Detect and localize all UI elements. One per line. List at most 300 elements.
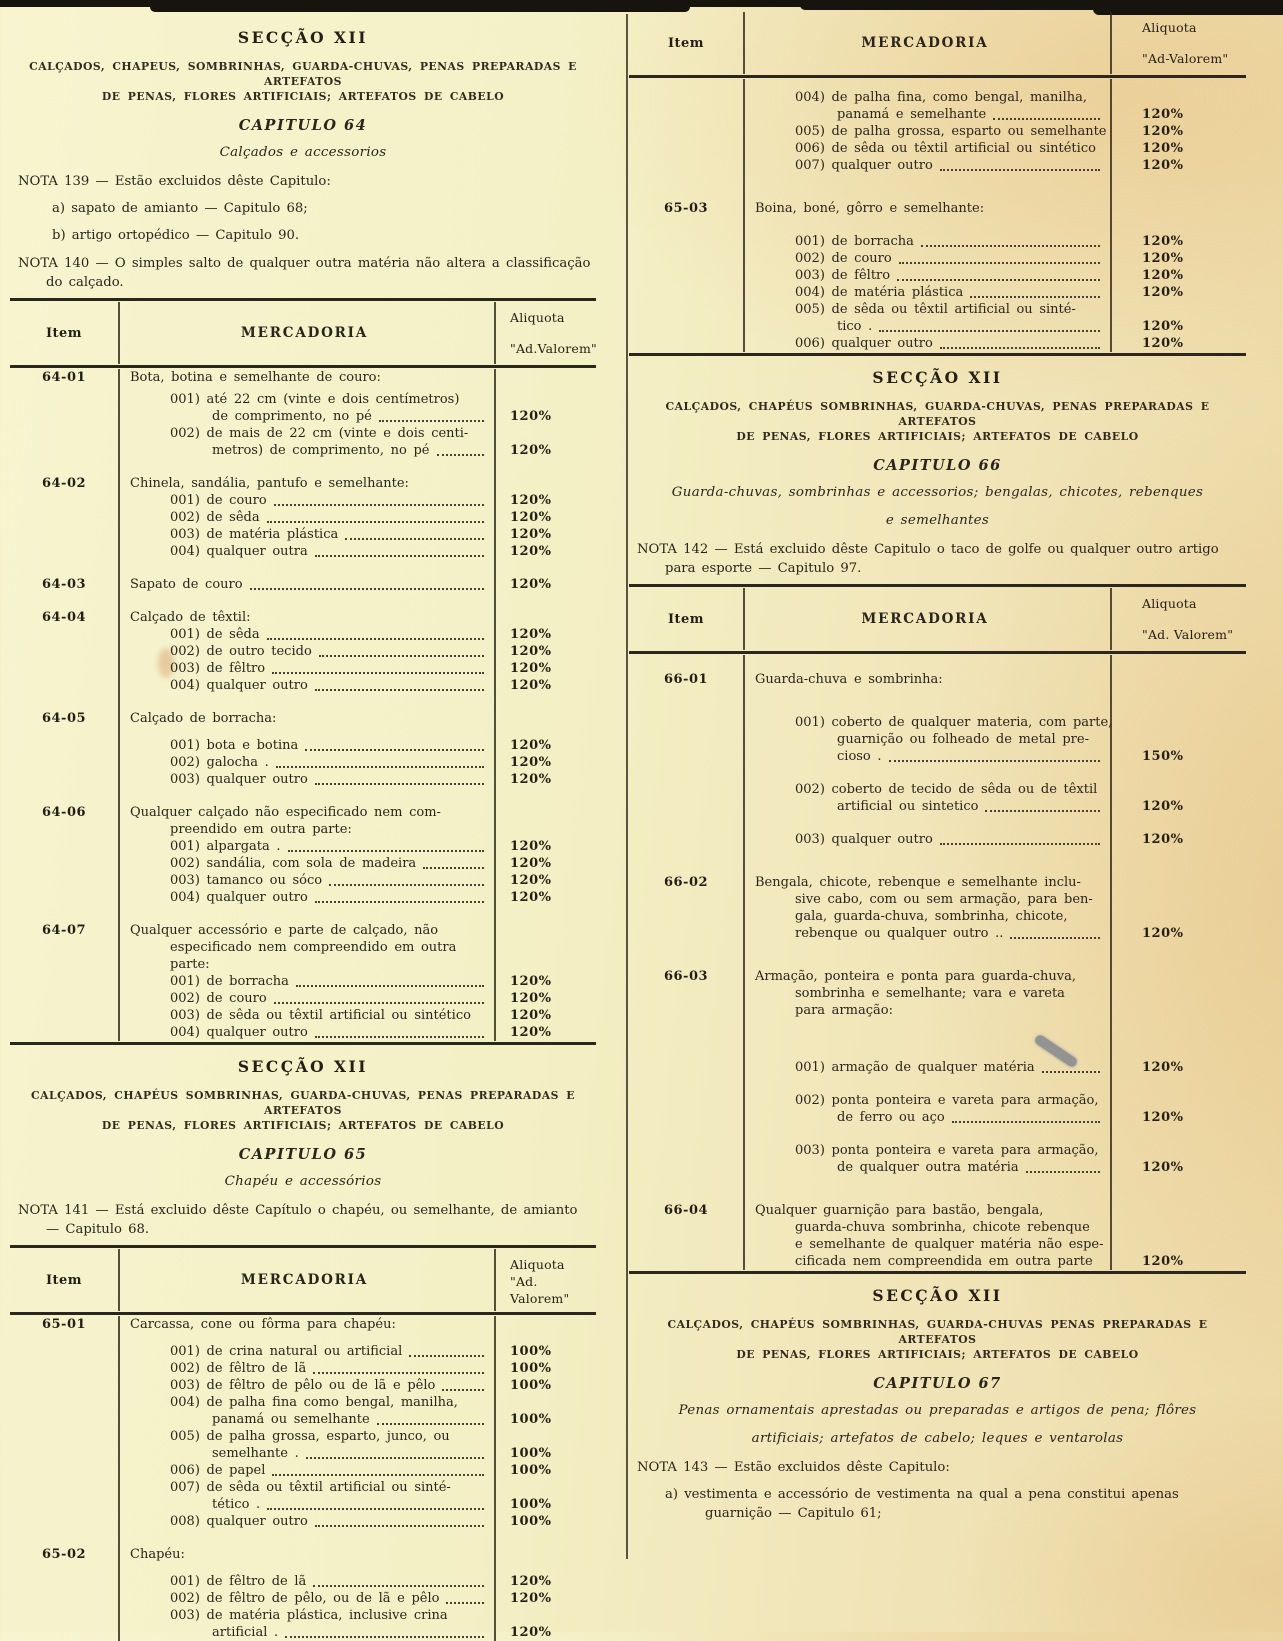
table-row bbox=[629, 798, 1246, 815]
table-row bbox=[10, 973, 596, 990]
table-row bbox=[10, 459, 596, 492]
heading-line: SECÇÃO XII bbox=[872, 1286, 1003, 1305]
table-row bbox=[10, 788, 596, 821]
mercadoria-cell bbox=[120, 369, 496, 386]
mercadoria-cell bbox=[745, 1253, 1112, 1270]
mercadoria-text: rebenque ou qualquer outro .. bbox=[795, 926, 1004, 941]
mercadoria-cell bbox=[745, 1236, 1112, 1253]
item-code: 65-01 bbox=[10, 1316, 120, 1333]
mercadoria-cell bbox=[120, 1394, 496, 1411]
item-code bbox=[10, 1377, 120, 1394]
item-code bbox=[10, 492, 120, 509]
mercadoria-cell bbox=[120, 939, 496, 956]
rate-value bbox=[496, 1394, 596, 1411]
rate-value: 100% bbox=[510, 1412, 552, 1427]
table-row bbox=[629, 1126, 1246, 1159]
item-code bbox=[629, 106, 745, 123]
mercadoria-text: 003) ponta ponteira e vareta para armação, bbox=[795, 1143, 1099, 1158]
heading-line: Guarda-chuvas, sombrinhas e accessorios; bengalas, chicotes, rebenques bbox=[671, 485, 1204, 500]
rate-value: 120% bbox=[510, 678, 552, 693]
item-code bbox=[10, 442, 120, 459]
item-code bbox=[10, 1563, 120, 1590]
scan-artifact-top-strip bbox=[150, 0, 690, 12]
mercadoria-text: 001) de borracha bbox=[795, 234, 914, 249]
item-code bbox=[10, 973, 120, 990]
table-row bbox=[10, 906, 596, 939]
heading-line: CALÇADOS, CHAPÉUS SOMBRINHAS, GUARDA-CHUVAS PENAS PREPARADAS E ARTEFATOS bbox=[667, 1318, 1208, 1346]
dot-leader bbox=[889, 760, 1100, 762]
table-row bbox=[10, 838, 596, 855]
table-row bbox=[629, 985, 1246, 1002]
rate-value: 120% bbox=[1142, 319, 1184, 334]
item-code bbox=[629, 267, 745, 284]
rate-value bbox=[1112, 79, 1246, 106]
dot-leader bbox=[442, 1389, 484, 1391]
mercadoria-cell bbox=[120, 1590, 496, 1607]
table-rule bbox=[10, 1312, 596, 1315]
item-code: 66-04 bbox=[629, 1176, 745, 1219]
mercadoria-text: guarda-chuva sombrinha, chicote rebenque bbox=[795, 1220, 1090, 1235]
item-code bbox=[10, 677, 120, 694]
table-rule bbox=[629, 584, 1246, 587]
table-row bbox=[629, 1159, 1246, 1176]
rate-value bbox=[1112, 174, 1246, 217]
item-code bbox=[10, 386, 120, 408]
table-row bbox=[629, 1109, 1246, 1126]
rate-value: 120% bbox=[1142, 158, 1184, 173]
heading-line: NOTA 139 — Estão excluidos dêste Capitulo: bbox=[18, 174, 331, 189]
rate-value: 120% bbox=[510, 1625, 552, 1640]
table-header-row bbox=[629, 12, 1246, 74]
mercadoria-cell bbox=[120, 906, 496, 939]
dot-leader bbox=[315, 1525, 484, 1527]
rate-value bbox=[496, 906, 596, 939]
mercadoria-text: Qualquer guarnição para bastão, bengala, bbox=[755, 1203, 1044, 1218]
rate-value: 120% bbox=[510, 890, 552, 905]
mercadoria-text: 005) de sêda ou têxtil artificial ou sinté- bbox=[795, 302, 1076, 317]
item-code bbox=[10, 1411, 120, 1428]
mercadoria-cell bbox=[120, 855, 496, 872]
rate-value: 120% bbox=[510, 839, 552, 854]
dot-leader bbox=[329, 884, 484, 886]
item-code bbox=[629, 79, 745, 106]
rate-value bbox=[496, 1316, 596, 1333]
heading-line: artificiais; artefatos de cabelo; leques e ventarolas bbox=[751, 1431, 1124, 1446]
dot-leader bbox=[315, 689, 484, 691]
item-code bbox=[10, 1360, 120, 1377]
dot-leader bbox=[379, 420, 484, 422]
table-row bbox=[629, 284, 1246, 301]
item-code: 64-04 bbox=[10, 593, 120, 626]
mercadoria-text: semelhante . bbox=[212, 1446, 299, 1461]
table-row bbox=[10, 408, 596, 425]
item-code bbox=[629, 250, 745, 267]
mercadoria-text: 004) de palha fina, como bengal, manilha, bbox=[795, 90, 1088, 105]
rate-value: 120% bbox=[510, 755, 552, 770]
item-code bbox=[629, 1019, 745, 1076]
column-header-mercadoria: MERCADORIA bbox=[120, 1249, 496, 1311]
heading-line: b) artigo ortopédico — Capitulo 90. bbox=[52, 228, 300, 243]
mercadoria-text: Carcassa, cone ou fôrma para chapéu: bbox=[130, 1317, 396, 1332]
mercadoria-cell bbox=[745, 106, 1112, 123]
dot-leader bbox=[1026, 1171, 1100, 1173]
mercadoria-cell bbox=[120, 593, 496, 626]
item-code bbox=[629, 985, 745, 1002]
dot-leader bbox=[272, 1474, 484, 1476]
mercadoria-text: 002) coberto de tecido de sêda ou de têxtil bbox=[795, 782, 1098, 797]
heading-line: CAPITULO 65 bbox=[238, 1146, 368, 1163]
table-row bbox=[629, 1076, 1246, 1109]
heading-line: CALÇADOS, CHAPÉUS SOMBRINHAS, GUARDA-CHUVAS, PENAS PREPARADAS E ARTEFATOS bbox=[665, 400, 1210, 428]
item-code bbox=[629, 140, 745, 157]
mercadoria-text: Guarda-chuva e sombrinha: bbox=[755, 672, 943, 687]
item-code bbox=[629, 217, 745, 250]
rate-value: 120% bbox=[1142, 107, 1184, 122]
item-code bbox=[629, 123, 745, 140]
table-header-row bbox=[629, 588, 1246, 650]
table-rule bbox=[629, 75, 1246, 78]
mercadoria-cell bbox=[120, 973, 496, 990]
table-row bbox=[629, 1253, 1246, 1270]
mercadoria-cell bbox=[745, 798, 1112, 815]
mercadoria-text: panamá e semelhante bbox=[837, 107, 987, 122]
item-code bbox=[629, 908, 745, 925]
mercadoria-cell bbox=[120, 1445, 496, 1462]
mercadoria-text: 004) qualquer outro bbox=[170, 890, 308, 905]
dot-leader bbox=[276, 766, 484, 768]
mercadoria-cell bbox=[745, 985, 1112, 1002]
item-code bbox=[10, 425, 120, 442]
rate-value: 120% bbox=[510, 627, 552, 642]
table-row bbox=[629, 79, 1246, 106]
mercadoria-text: Bota, botina e semelhante de couro: bbox=[130, 370, 381, 385]
table-row bbox=[629, 765, 1246, 798]
mercadoria-text: 003) de fêltro de pêlo ou de lã e pêlo bbox=[170, 1378, 436, 1393]
dot-leader bbox=[319, 655, 484, 657]
item-code bbox=[10, 1590, 120, 1607]
mercadoria-text: 005) de palha grossa, esparto ou semelhante bbox=[795, 124, 1107, 139]
section-heading bbox=[629, 1286, 1246, 1523]
table-row bbox=[10, 526, 596, 543]
rate-value bbox=[496, 1479, 596, 1496]
column-header-aliquota bbox=[496, 302, 596, 364]
column-header-mercadoria: MERCADORIA bbox=[745, 12, 1112, 74]
rate-value: 120% bbox=[510, 409, 552, 424]
mercadoria-cell bbox=[120, 1333, 496, 1360]
mercadoria-cell bbox=[120, 660, 496, 677]
table-row bbox=[629, 335, 1246, 352]
dot-leader bbox=[993, 118, 1100, 120]
mercadoria-text: 001) de borracha bbox=[170, 974, 289, 989]
rate-value: 120% bbox=[510, 544, 552, 559]
mercadoria-text: guarnição ou folheado de metal pre- bbox=[837, 732, 1089, 747]
rate-value bbox=[1112, 765, 1246, 798]
rate-value bbox=[496, 593, 596, 626]
rate-value bbox=[496, 939, 596, 956]
mercadoria-text: e semelhante de qualquer matéria não espe- bbox=[795, 1237, 1104, 1252]
dot-leader bbox=[315, 901, 484, 903]
table-row bbox=[10, 386, 596, 408]
mercadoria-text: 003) de fêltro bbox=[170, 661, 266, 676]
table-row bbox=[10, 1377, 596, 1394]
item-code: 64-07 bbox=[10, 906, 120, 939]
rate-value bbox=[496, 386, 596, 408]
rate-value: 100% bbox=[510, 1344, 552, 1359]
item-code bbox=[10, 543, 120, 560]
rate-value: 120% bbox=[1142, 799, 1184, 814]
item-code bbox=[10, 956, 120, 973]
table-row bbox=[10, 694, 596, 727]
mercadoria-text: especificado nem compreendido em outra bbox=[170, 940, 457, 955]
mercadoria-text: Boina, boné, gôrro e semelhante: bbox=[755, 201, 985, 216]
mercadoria-cell bbox=[745, 688, 1112, 731]
dot-leader bbox=[409, 1355, 484, 1357]
mercadoria-cell bbox=[745, 655, 1112, 688]
mercadoria-cell bbox=[120, 1377, 496, 1394]
heading-line: Calçados e accessorios bbox=[219, 145, 387, 160]
mercadoria-cell bbox=[120, 771, 496, 788]
item-code bbox=[10, 855, 120, 872]
rate-value: 100% bbox=[510, 1446, 552, 1461]
mercadoria-cell bbox=[745, 1109, 1112, 1126]
section-heading bbox=[10, 1057, 596, 1239]
mercadoria-text: para armação: bbox=[795, 1003, 893, 1018]
item-code bbox=[10, 1624, 120, 1641]
mercadoria-text: panamá ou semelhante bbox=[212, 1412, 370, 1427]
mercadoria-text: artificial . bbox=[212, 1625, 279, 1640]
item-code bbox=[10, 889, 120, 906]
table-row bbox=[10, 1024, 596, 1041]
rate-value: 100% bbox=[510, 1514, 552, 1529]
item-code bbox=[629, 1002, 745, 1019]
aliquota-label-line2: "Ad.Valorem" bbox=[510, 341, 597, 356]
rate-value: 120% bbox=[1142, 234, 1184, 249]
rate-value bbox=[496, 1428, 596, 1445]
table-row bbox=[10, 1394, 596, 1411]
mercadoria-cell bbox=[120, 821, 496, 838]
mercadoria-cell bbox=[120, 1007, 496, 1024]
rate-value bbox=[1112, 985, 1246, 1002]
column-header-item: Item bbox=[629, 12, 745, 74]
table-row bbox=[10, 1496, 596, 1513]
table-row bbox=[10, 1428, 596, 1445]
mercadoria-cell bbox=[120, 1624, 496, 1641]
table-row bbox=[629, 848, 1246, 891]
item-code bbox=[10, 660, 120, 677]
table-row bbox=[10, 492, 596, 509]
item-code: 65-03 bbox=[629, 174, 745, 217]
mercadoria-text: 002) de outro tecido bbox=[170, 644, 312, 659]
dot-leader bbox=[288, 850, 484, 852]
mercadoria-cell bbox=[120, 1513, 496, 1530]
dot-leader bbox=[315, 555, 484, 557]
table-row bbox=[10, 425, 596, 442]
mercadoria-cell bbox=[745, 748, 1112, 765]
mercadoria-text: sive cabo, com ou sem armação, para ben- bbox=[795, 892, 1093, 907]
rate-value: 120% bbox=[510, 661, 552, 676]
aliquota-label-line1: Aliquota bbox=[510, 310, 565, 325]
mercadoria-cell bbox=[120, 626, 496, 643]
mercadoria-text: 003) tamanco ou sóco bbox=[170, 873, 323, 888]
rate-value bbox=[1112, 1076, 1246, 1109]
aliquota-label-line1: Aliquota bbox=[1142, 596, 1197, 611]
table-rule bbox=[629, 651, 1246, 654]
table-row bbox=[10, 1479, 596, 1496]
item-code bbox=[629, 731, 745, 748]
rate-value: 120% bbox=[1142, 285, 1184, 300]
rate-value: 120% bbox=[1142, 1254, 1184, 1269]
mercadoria-text: 001) coberto de qualquer materia, com parte, bbox=[795, 715, 1113, 730]
mercadoria-cell bbox=[120, 956, 496, 973]
aliquota-label-line1: Aliquota bbox=[1142, 20, 1197, 35]
mercadoria-text: 002) de fêltro de pêlo, ou de lã e pêlo bbox=[170, 1591, 440, 1606]
item-code bbox=[10, 1428, 120, 1445]
heading-line: DE PENAS, FLORES ARTIFICIAIS; ARTEFATOS DE CABELO bbox=[736, 1348, 1139, 1361]
item-code bbox=[10, 771, 120, 788]
heading-line: CALÇADOS, CHAPÉUS SOMBRINHAS, GUARDA-CHUVAS, PENAS PREPARADAS E ARTEFATOS bbox=[31, 1089, 575, 1117]
table-row bbox=[10, 727, 596, 754]
rate-value bbox=[1112, 301, 1246, 318]
item-code bbox=[629, 284, 745, 301]
mercadoria-text: gala, guarda-chuva, sombrinha, chicote, bbox=[795, 909, 1068, 924]
mercadoria-text: 004) qualquer outro bbox=[170, 678, 308, 693]
table-rule bbox=[10, 298, 596, 301]
rate-value bbox=[1112, 1236, 1246, 1253]
mercadoria-cell bbox=[120, 727, 496, 754]
rate-value bbox=[496, 369, 596, 386]
item-code bbox=[10, 727, 120, 754]
item-code bbox=[10, 526, 120, 543]
mercadoria-cell bbox=[120, 1316, 496, 1333]
mercadoria-cell bbox=[745, 815, 1112, 848]
rate-value bbox=[1112, 848, 1246, 891]
table-row bbox=[10, 442, 596, 459]
dot-leader bbox=[1042, 1071, 1100, 1073]
mercadoria-cell bbox=[120, 442, 496, 459]
mercadoria-text: 001) de sêda bbox=[170, 627, 260, 642]
mercadoria-text: 004) qualquer outra bbox=[170, 544, 308, 559]
mercadoria-cell bbox=[745, 157, 1112, 174]
mercadoria-text: 007) qualquer outro bbox=[795, 158, 933, 173]
mercadoria-cell bbox=[120, 990, 496, 1007]
item-code: 64-01 bbox=[10, 369, 120, 386]
mercadoria-text: 001) alpargata . bbox=[170, 839, 281, 854]
mercadoria-cell bbox=[745, 123, 1112, 140]
heading-line: CAPITULO 67 bbox=[873, 1375, 1002, 1392]
rate-value bbox=[1112, 891, 1246, 908]
table-row bbox=[10, 956, 596, 973]
item-code: 64-05 bbox=[10, 694, 120, 727]
rate-value: 120% bbox=[510, 527, 552, 542]
rate-value: 120% bbox=[510, 772, 552, 787]
tariff-table bbox=[629, 12, 1246, 356]
mercadoria-text: 002) de mais de 22 cm (vinte e dois centi- bbox=[170, 426, 469, 441]
mercadoria-text: metros) de comprimento, no pé bbox=[212, 443, 430, 458]
dot-leader bbox=[897, 279, 1100, 281]
table-row bbox=[10, 855, 596, 872]
dot-leader bbox=[274, 1002, 484, 1004]
table-row bbox=[629, 815, 1246, 848]
mercadoria-text: 002) galocha . bbox=[170, 755, 269, 770]
mercadoria-cell bbox=[120, 526, 496, 543]
table-row bbox=[629, 1219, 1246, 1236]
column-header-item: Item bbox=[629, 588, 745, 650]
item-code bbox=[10, 1445, 120, 1462]
table-row bbox=[10, 1590, 596, 1607]
table-row bbox=[629, 106, 1246, 123]
item-code bbox=[10, 1462, 120, 1479]
table-row bbox=[629, 688, 1246, 731]
rate-value: 120% bbox=[510, 577, 552, 592]
rate-value bbox=[496, 821, 596, 838]
item-code bbox=[10, 1479, 120, 1496]
rate-value: 120% bbox=[1142, 1160, 1184, 1175]
rate-value bbox=[496, 694, 596, 727]
mercadoria-text: 003) qualquer outro bbox=[795, 832, 933, 847]
mercadoria-text: de qualquer outra matéria bbox=[837, 1160, 1019, 1175]
table-row bbox=[10, 660, 596, 677]
mercadoria-text: tico . bbox=[837, 319, 873, 334]
mercadoria-text: 002) de sêda bbox=[170, 510, 260, 525]
rate-value bbox=[1112, 1126, 1246, 1159]
aliquota-label-line2: "Ad. Valorem" bbox=[510, 1274, 570, 1306]
mercadoria-text: tético . bbox=[212, 1497, 261, 1512]
item-code: 65-02 bbox=[10, 1530, 120, 1563]
rate-value: 120% bbox=[510, 738, 552, 753]
dot-leader bbox=[940, 347, 1100, 349]
mercadoria-cell bbox=[745, 318, 1112, 335]
dot-leader bbox=[940, 843, 1100, 845]
item-code bbox=[10, 754, 120, 771]
table-row bbox=[10, 1513, 596, 1530]
mercadoria-cell bbox=[745, 1159, 1112, 1176]
item-code bbox=[629, 891, 745, 908]
mercadoria-text: Calçado de têxtil: bbox=[130, 610, 251, 625]
heading-line: Penas ornamentais aprestadas ou preparadas e artigos de pena; flôres bbox=[678, 1403, 1197, 1418]
item-code: 64-06 bbox=[10, 788, 120, 821]
mercadoria-text: 007) de sêda ou têxtil artificial ou sinté- bbox=[170, 1480, 451, 1495]
table-rule bbox=[629, 1271, 1246, 1274]
table-row bbox=[10, 626, 596, 643]
table-row bbox=[629, 1002, 1246, 1019]
table-row bbox=[10, 872, 596, 889]
mercadoria-cell bbox=[745, 848, 1112, 891]
dot-leader bbox=[899, 262, 1100, 264]
dot-leader bbox=[305, 749, 484, 751]
item-code bbox=[629, 1219, 745, 1236]
rate-value bbox=[1112, 1002, 1246, 1019]
mercadoria-text: sombrinha e semelhante; vara e vareta bbox=[795, 986, 1065, 1001]
item-code bbox=[629, 1236, 745, 1253]
rate-value: 120% bbox=[1142, 832, 1184, 847]
mercadoria-text: 006) de sêda ou têxtil artificial ou sintético bbox=[795, 141, 1096, 156]
item-code bbox=[10, 1007, 120, 1024]
table-row bbox=[10, 889, 596, 906]
mercadoria-cell bbox=[120, 425, 496, 442]
rate-value: 120% bbox=[1142, 251, 1184, 266]
table-row bbox=[10, 1607, 596, 1624]
mercadoria-cell bbox=[120, 1462, 496, 1479]
rate-value: 120% bbox=[510, 493, 552, 508]
heading-line: DE PENAS, FLORES ARTIFICIAIS; ARTEFATOS DE CABELO bbox=[736, 430, 1139, 443]
table-row bbox=[10, 1360, 596, 1377]
rate-value bbox=[496, 788, 596, 821]
rate-value bbox=[496, 459, 596, 492]
mercadoria-text: Sapato de couro bbox=[130, 577, 243, 592]
scan-artifact-top-strip bbox=[800, 0, 1130, 10]
table-row bbox=[629, 925, 1246, 942]
item-code bbox=[629, 798, 745, 815]
